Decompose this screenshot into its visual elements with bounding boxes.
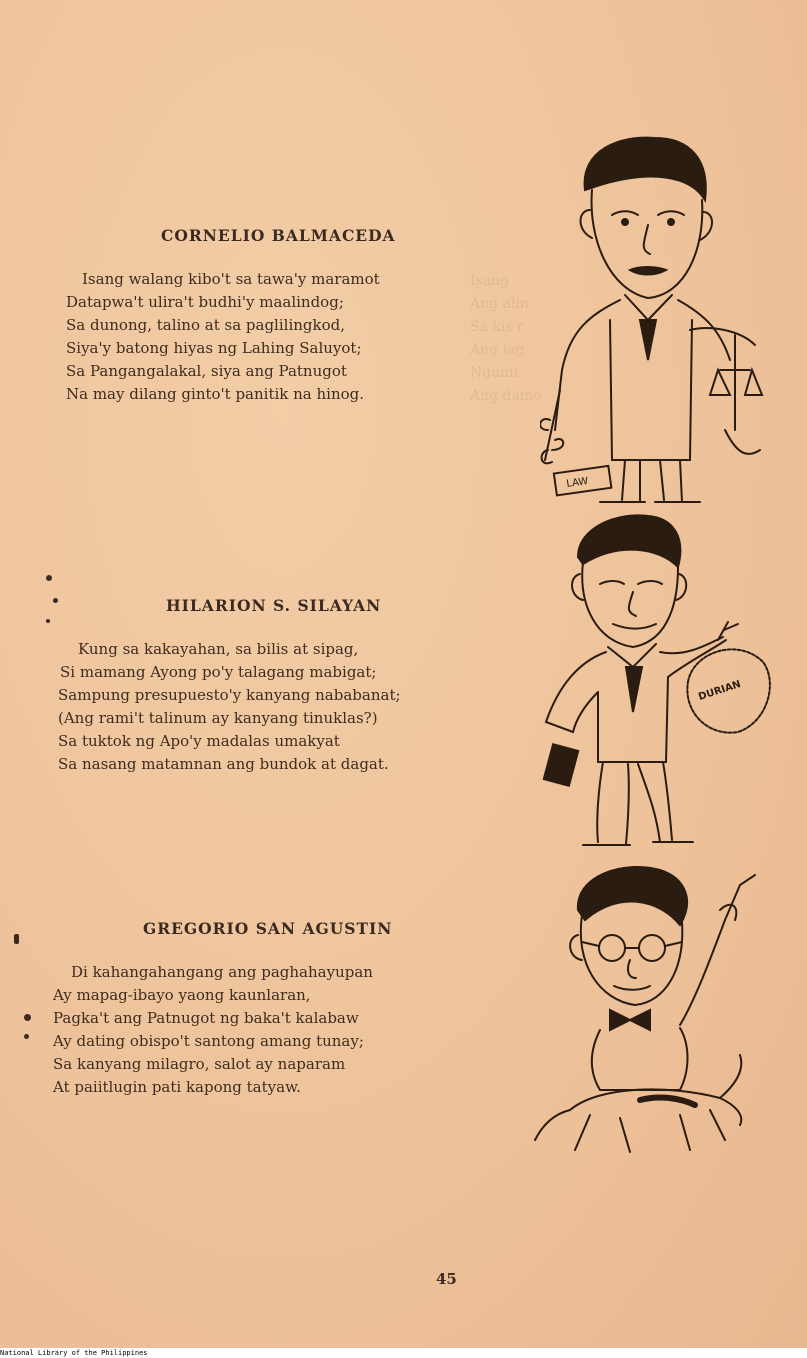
poem-line: Sampung presupuesto'y kanyang nababanat; (58, 686, 401, 704)
poem-line: Ay mapag-ibayo yaong kaunlaran, (53, 986, 311, 1004)
poem-line: (Ang rami't talinum ay kanyang tinuklas?) (58, 709, 378, 727)
poem-line: Sa tuktok ng Apo'y madalas umakyat (58, 732, 340, 750)
margin-dot (14, 934, 19, 944)
margin-dot (24, 1014, 31, 1021)
law-book-label: LAW (565, 475, 590, 490)
entry-heading-3: GREGORIO SAN AGUSTIN (143, 919, 393, 938)
poem-line: Na may dilang ginto't panitik na hinog. (66, 385, 365, 403)
entry-heading-1: CORNELIO BALMACEDA (161, 226, 396, 245)
poem-line: Di kahangahangang ang paghahayupan (71, 963, 373, 981)
poem-line: Pagka't ang Patnugot ng baka't kalabaw (53, 1009, 359, 1027)
entry-poem-2 (56, 638, 401, 776)
caricature-balmaceda-illustration (540, 130, 770, 510)
bleed-through-text: Isang Ang alin Sa kis r Ang lag Ngunit Ang damo (470, 273, 542, 404)
caricature-san-agustin-illustration (530, 860, 770, 1160)
poem-line: Siya'y batong hiyas ng Lahing Saluyot; (66, 339, 362, 357)
poem-line: At paiitlugin pati kapong tatyaw. (53, 1078, 301, 1096)
margin-dot (24, 1034, 29, 1039)
footer-credit: National Library of the Philippines (0, 1348, 807, 1358)
entry-poem-1 (66, 268, 380, 406)
poem-line: Sa nasang matamnan ang bundok at dagat. (58, 755, 389, 773)
poem-line: Sa dunong, talino at sa paglilingkod, (66, 316, 346, 334)
entry-poem-3 (53, 961, 373, 1099)
poem-line: Datapwa't ulira't budhi'y maalindog; (66, 293, 344, 311)
page-number: 45 (436, 1270, 457, 1288)
poem-line: Sa kanyang milagro, salot ay naparam (53, 1055, 346, 1073)
margin-dot (53, 598, 58, 603)
durian-label: DURIAN (697, 678, 743, 703)
poem-line: Ay dating obispo't santong amang tunay; (53, 1032, 364, 1050)
caricature-silayan-illustration (538, 512, 778, 857)
poem-line: Kung sa kakayahan, sa bilis at sipag, (78, 640, 359, 658)
margin-dot (46, 619, 50, 623)
poem-line: Sa Pangangalakal, siya ang Patnugot (66, 362, 347, 380)
entry-heading-2: HILARION S. SILAYAN (166, 596, 382, 615)
poem-line: Isang walang kibo't sa tawa'y maramot (82, 270, 380, 288)
margin-dot (46, 575, 52, 581)
poem-line: Si mamang Ayong po'y talagang mabigat; (60, 663, 377, 681)
